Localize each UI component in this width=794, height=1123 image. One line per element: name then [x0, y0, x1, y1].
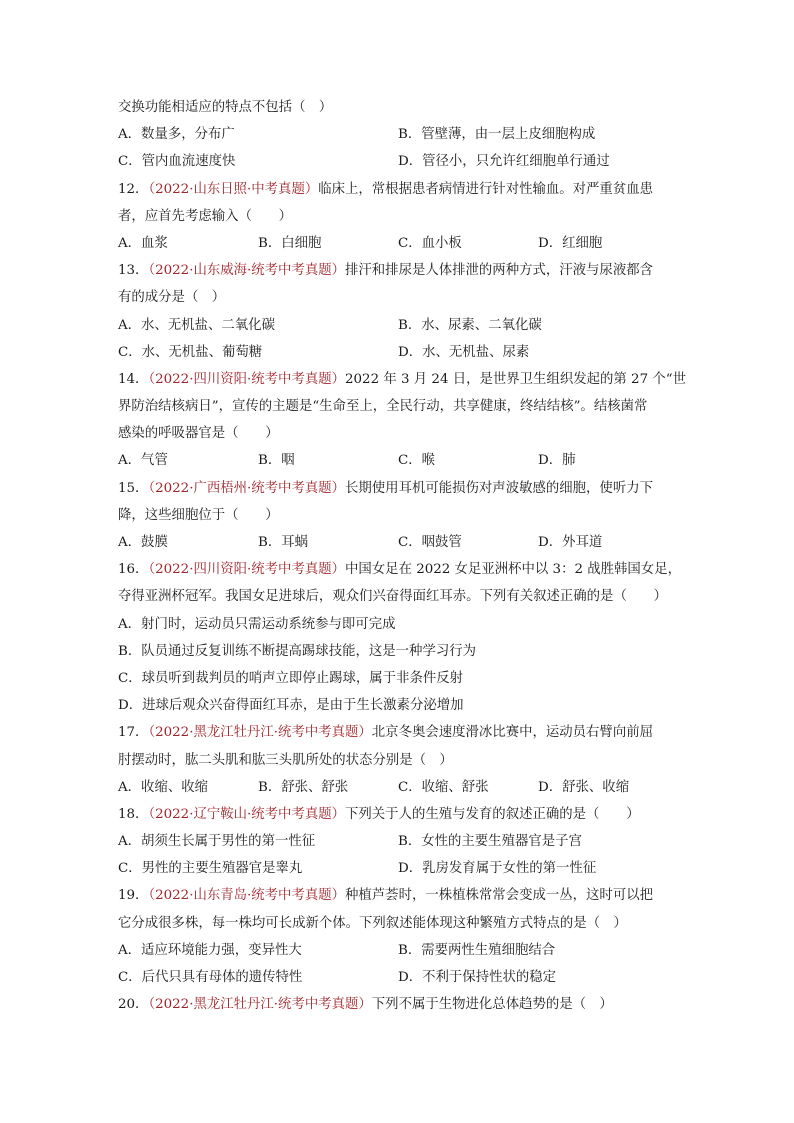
- question-text: 中国女足在 2022 女足亚洲杯中以 3：2 战胜韩国女足，: [345, 562, 681, 578]
- option-c: C．男性的主要生殖器官是睾丸: [118, 861, 303, 877]
- option-a: A．气管: [118, 453, 168, 469]
- option-d: D．肺: [538, 453, 576, 469]
- option-d: D．水、无机盐、尿素: [398, 344, 530, 360]
- option-a: A．数量多，分布广: [118, 127, 235, 143]
- option-b: B．管壁薄，由一层上皮细胞构成: [398, 127, 596, 143]
- option-c: C．咽鼓管: [398, 535, 462, 550]
- question-text: 种植芦荟时，一株植株常常会变成一丛，这时可以把: [345, 888, 653, 904]
- question-number: 17．: [118, 725, 149, 741]
- question-number: 15．: [118, 480, 149, 496]
- question-17-stem: [118, 719, 678, 746]
- question-12-options: [118, 230, 678, 257]
- question-12-stem: [118, 176, 678, 203]
- question-18-stem: [118, 801, 678, 828]
- option-d: D．舒张、收缩: [538, 779, 630, 795]
- question-19-options-row-1: [118, 937, 678, 964]
- option-b: B．需要两性生殖细胞结合: [398, 942, 556, 958]
- question-text: 下列关于人的生殖与发育的叙述正确的是（ ）: [345, 806, 640, 822]
- option-b: B．舒张、舒张: [258, 779, 349, 795]
- option-c: C．管内血流速度快: [118, 154, 236, 170]
- question-11-stem: 交换功能相适应的特点不包括（ ）: [118, 100, 333, 115]
- question-source-link[interactable]: （2022·山东威海·统考中考真题）: [148, 263, 346, 279]
- option-d: D．进球后观众兴奋得面红耳赤，是由于生长激素分泌增加: [118, 698, 464, 714]
- question-number: 13．: [118, 263, 149, 279]
- question-number: 18．: [118, 806, 149, 822]
- question-16-stem-cont: 夺得亚洲杯冠军。我国女足进球后，观众们兴奋得面红耳赤。下列有关叙述正确的是（ ）: [118, 589, 668, 605]
- option-d: D．红细胞: [538, 235, 603, 251]
- question-text: 临床上，常根据患者病情进行针对性输血。对严重贫血患: [318, 181, 653, 197]
- question-11-options-row-2: [118, 148, 678, 175]
- question-source-link[interactable]: （2022·黑龙江牡丹江·统考中考真题）: [148, 997, 372, 1013]
- question-14-stem-cont-2: 感染的呼吸器官是（ ）: [118, 426, 279, 442]
- question-number: 12．: [118, 181, 149, 197]
- option-b: B．白细胞: [258, 235, 322, 251]
- question-17-stem-cont: 肘摆动时，肱二头肌和肱三头肌所处的状态分别是（ ）: [118, 752, 453, 768]
- option-b: B．水、尿素、二氧化碳: [398, 317, 542, 333]
- question-number: 16．: [118, 562, 149, 578]
- question-13-options-row-1: [118, 312, 678, 339]
- question-number: 14．: [118, 371, 149, 387]
- question-13-stem: [118, 257, 678, 284]
- question-14-stem: [118, 366, 686, 393]
- option-c: C．喉: [398, 453, 436, 469]
- option-a: A．胡须生长属于男性的第一性征: [118, 834, 316, 850]
- question-text: 2022 年 3 月 24 日，是世界卫生组织发起的第 27 个“世: [345, 371, 686, 387]
- option-a: A．鼓膜: [118, 535, 168, 550]
- question-text: 排汗和排尿是人体排泄的两种方式，汗液与尿液都含: [345, 263, 653, 279]
- option-c: C．水、无机盐、葡萄糖: [118, 344, 263, 360]
- question-19-options-row-2: [118, 964, 678, 991]
- question-source-link[interactable]: （2022·山东日照·中考真题）: [148, 181, 319, 197]
- question-source-link[interactable]: （2022·黑龙江牡丹江·统考中考真题）: [148, 725, 372, 741]
- question-20-stem: [118, 991, 678, 1018]
- option-d: D．管径小，只允许红细胞单行通过: [398, 154, 610, 170]
- option-a: A．水、无机盐、二氧化碳: [118, 317, 275, 333]
- option-b: B．咽: [258, 453, 295, 469]
- question-18-options-row-2: [118, 855, 678, 882]
- question-19-stem-cont: 它分成很多株，每一株均可长成新个体。下列叙述能体现这种繁殖方式特点的是（ ）: [118, 915, 627, 931]
- option-b: B．耳蜗: [258, 535, 309, 550]
- question-15-stem-cont: 降，这些细胞位于（ ）: [118, 507, 279, 523]
- question-15-options: [118, 529, 678, 556]
- option-b: B．队员通过反复训练不断提高踢球技能，这是一种学习行为: [118, 643, 476, 659]
- option-a: A．血浆: [118, 235, 168, 251]
- question-source-link[interactable]: （2022·四川资阳·统考中考真题）: [148, 562, 346, 578]
- question-13-options-row-2: [118, 339, 678, 366]
- question-11-options-row-1: [118, 121, 678, 148]
- question-14-stem-cont: 界防治结核病日”，宣传的主题是“生命至上，全民行动，共享健康，终结结核”。结核菌常: [118, 399, 648, 415]
- question-text: 长期使用耳机可能损伤对声波敏感的细胞，使听力下: [345, 480, 653, 496]
- option-c: C．血小板: [398, 235, 462, 251]
- option-c: C．球员听到裁判员的哨声立即停止踢球，属于非条件反射: [118, 670, 464, 686]
- question-18-options-row-1: [118, 828, 678, 855]
- question-source-link[interactable]: （2022·广西梧州·统考中考真题）: [148, 480, 346, 496]
- question-12-stem-cont: 者，应首先考虑输入（ ）: [118, 208, 293, 224]
- option-a: A．收缩、收缩: [118, 779, 209, 795]
- question-13-stem-cont: 有的成分是（ ）: [118, 290, 226, 306]
- option-d: D．乳房发育属于女性的第一性征: [398, 861, 597, 877]
- option-a: A．射门时，运动员只需运动系统参与即可完成: [118, 616, 396, 632]
- question-number: 19．: [118, 888, 149, 904]
- question-14-options: [118, 447, 678, 474]
- option-c: C．后代只具有母体的遗传特性: [118, 970, 303, 985]
- option-c: C．收缩、舒张: [398, 779, 489, 795]
- question-17-options: [118, 774, 678, 801]
- question-text: 下列不属于生物进化总体趋势的是（ ）: [371, 997, 613, 1013]
- question-text: 北京冬奥会速度滑冰比赛中，运动员右臂向前屈: [371, 725, 653, 741]
- option-a: A．适应环境能力强，变异性大: [118, 942, 302, 958]
- question-source-link[interactable]: （2022·辽宁鞍山·统考中考真题）: [148, 806, 346, 822]
- question-source-link[interactable]: （2022·四川资阳·统考中考真题）: [148, 371, 346, 387]
- option-b: B．女性的主要生殖器官是子宫: [398, 834, 582, 850]
- question-15-stem: [118, 475, 678, 502]
- option-d: D．不利于保持性状的稳定: [398, 970, 557, 985]
- question-number: 20．: [118, 997, 149, 1013]
- question-19-stem: [118, 882, 678, 909]
- question-list: [118, 94, 686, 1018]
- option-d: D．外耳道: [538, 535, 603, 550]
- question-source-link[interactable]: （2022·山东青岛·统考中考真题）: [148, 888, 346, 904]
- question-16-stem: [118, 556, 681, 583]
